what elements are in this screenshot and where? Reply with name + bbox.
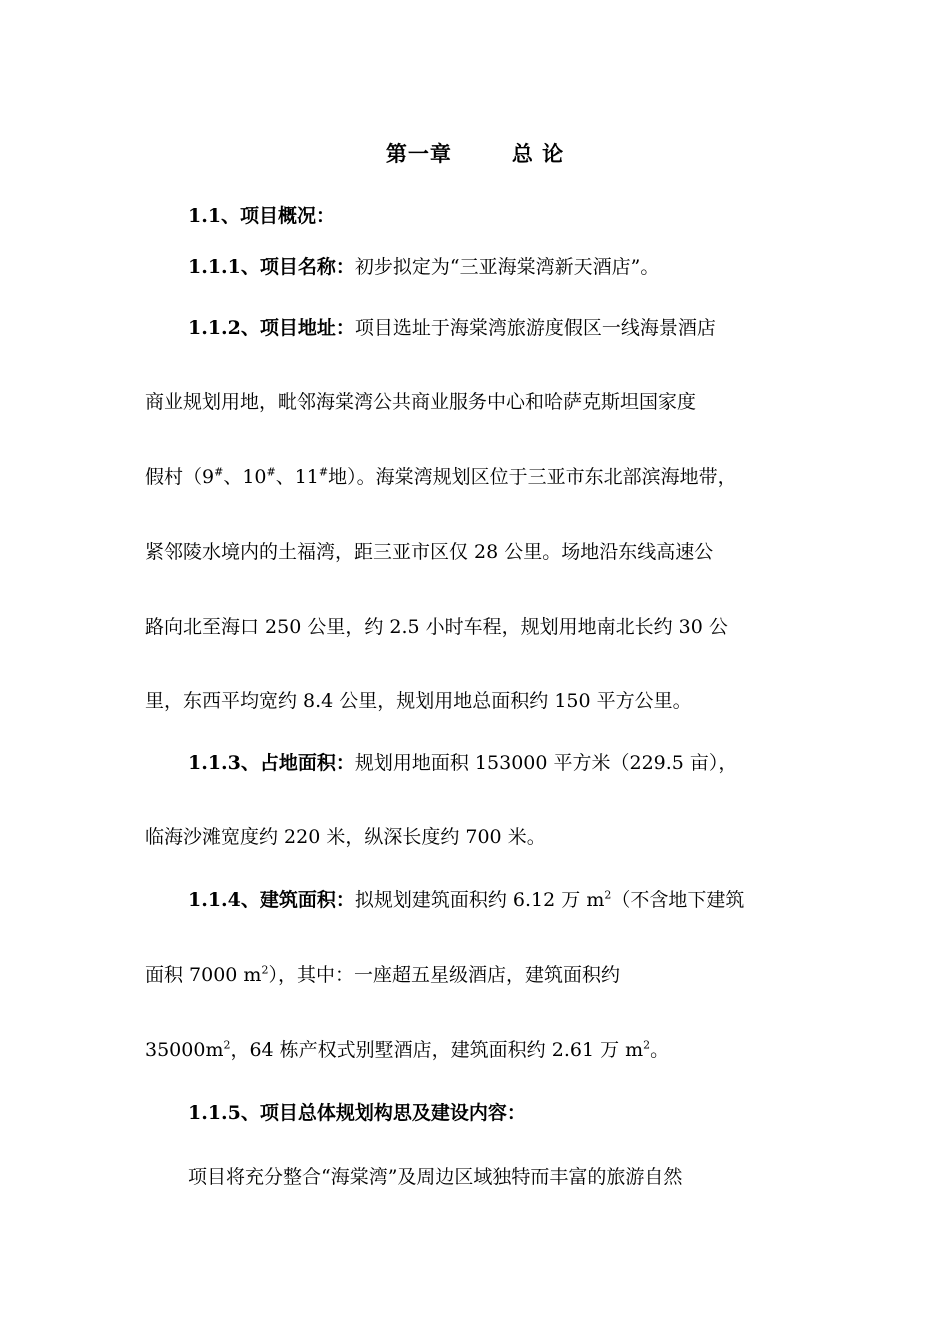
item-1-1-2-line5: 路向北至海口 250 公里，约 2.5 小时车程，规划用地南北长约 30 公	[145, 616, 728, 638]
item-1-1-4-line1	[188, 885, 744, 915]
text-segment: 地）。海棠湾规划区位于三亚市东北部滨海地带，	[328, 466, 737, 488]
item-1-1-2-line2: 商业规划用地，毗邻海棠湾公共商业服务中心和哈萨克斯坦国家度	[145, 391, 697, 413]
item-1-1-2-line3	[145, 462, 737, 492]
superscript: 2	[643, 1038, 651, 1052]
text-segment: 面积 7000 m	[145, 964, 262, 986]
item-1-1-5-heading: 1.1.5、项目总体规划构思及建设内容：	[188, 1102, 526, 1124]
item-1-1-3-line1	[188, 748, 737, 778]
text-segment: 。	[650, 1039, 670, 1061]
item-1-1-1-label: 1.1.1、项目名称：	[188, 256, 355, 278]
item-1-1-4-label: 1.1.4、建筑面积：	[188, 889, 355, 911]
text-segment: 假村（9	[145, 466, 215, 488]
section-1-1-heading: 1.1、项目概况：	[188, 205, 336, 227]
text-segment: （不含地下建筑	[611, 889, 745, 911]
superscript: 2	[604, 888, 612, 902]
superscript: #	[214, 465, 224, 479]
item-1-1-3-line2: 临海沙滩宽度约 220 米，纵深长度约 700 米。	[145, 826, 546, 848]
text-segment: 、10	[223, 466, 267, 488]
text-segment: ，64 栋产权式别墅酒店，建筑面积约 2.61 万 m	[230, 1039, 644, 1061]
superscript: #	[266, 465, 276, 479]
paragraph-last-line: 项目将充分整合“海棠湾”及周边区域独特而丰富的旅游自然	[188, 1166, 683, 1188]
chapter-number: 第一章	[385, 141, 452, 166]
item-1-1-4-line3	[145, 1035, 669, 1065]
superscript: #	[318, 465, 329, 479]
item-1-1-3-text: 规划用地面积 153000 平方米（229.5 亩），	[354, 752, 738, 774]
text-segment: ），其中：一座超五星级酒店，建筑面积约	[268, 964, 620, 986]
item-1-1-2-label: 1.1.2、项目地址：	[188, 317, 355, 339]
superscript: 2	[223, 1038, 231, 1052]
item-1-1-1-text: 初步拟定为“三亚海棠湾新天酒店”。	[354, 256, 660, 278]
item-1-1-1	[188, 252, 659, 282]
superscript: 2	[261, 963, 269, 977]
item-1-1-2-line4: 紧邻陵水境内的土福湾，距三亚市区仅 28 公里。场地沿东线高速公	[145, 541, 714, 563]
item-1-1-4-line2	[145, 960, 620, 990]
item-1-1-3-label: 1.1.3、占地面积：	[188, 752, 355, 774]
text-segment: 35000m	[145, 1039, 224, 1061]
text-segment: 、11	[275, 466, 319, 488]
item-1-1-2-line6: 里，东西平均宽约 8.4 公里，规划用地总面积约 150 平方公里。	[145, 690, 692, 712]
text-segment: 拟规划建筑面积约 6.12 万 m	[354, 889, 605, 911]
chapter-name: 总 论	[511, 141, 565, 166]
chapter-title	[0, 138, 950, 168]
item-1-1-2-line1	[188, 313, 716, 343]
item-1-1-2-text: 项目选址于海棠湾旅游度假区一线海景酒店	[354, 317, 716, 339]
